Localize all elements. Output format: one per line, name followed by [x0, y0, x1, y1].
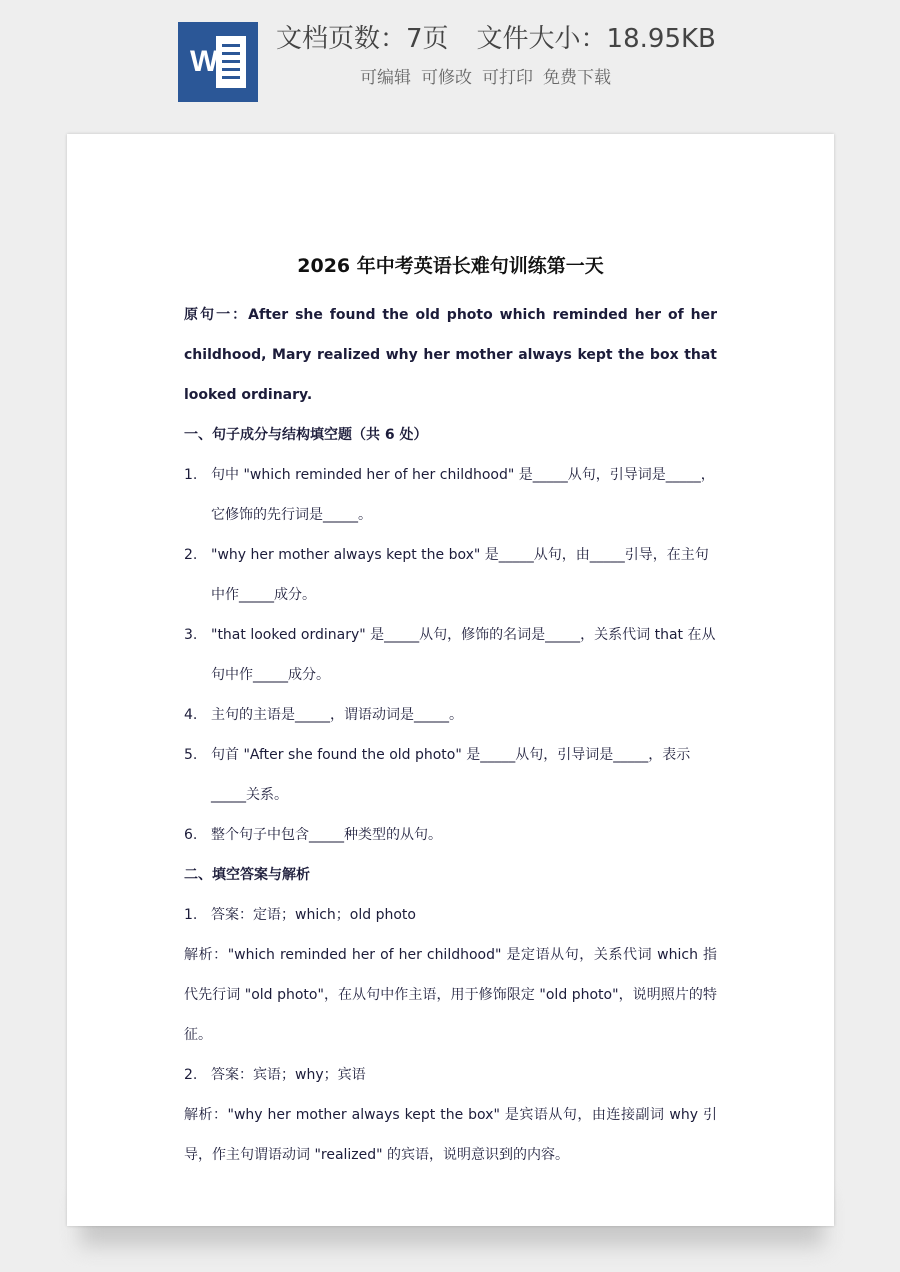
document-page [67, 134, 834, 1226]
question-number: 2. [184, 547, 198, 563]
word-document-icon [178, 22, 258, 102]
feature-printable: 可打印 [482, 68, 533, 88]
answer-item [184, 1055, 717, 1095]
question-text: 整个句子中包含_____种类型的从句。 [211, 827, 442, 843]
document-meta-title [276, 20, 716, 58]
answer-analysis: 解析："why her mother always kept the box" 是宾语从句，由连接副词 why 引导，作主句谓语动词 "realized" 的宾语，说明意识到的内容。 [184, 1107, 717, 1163]
document-info-header [0, 0, 900, 120]
question-text: 句首 "After she found the old photo" 是_____从句，引导词是_____，表示_____关系。 [211, 747, 691, 803]
question-text: 主句的主语是_____，谓语动词是_____。 [211, 707, 463, 723]
question-text: "why her mother always kept the box" 是_____从句，由_____引导，在主句中作_____成分。 [211, 547, 709, 603]
question-number: 5. [184, 747, 198, 763]
answer-number: 1. [184, 907, 198, 923]
feature-free-download: 免费下载 [543, 68, 611, 88]
feature-modifiable: 可修改 [421, 68, 472, 88]
original-sentence: 原句一：After she found the old photo which reminded her of her childhood, Mary realized why her mother always kept the box that looked ordinary. [184, 307, 717, 403]
answer-item [184, 895, 717, 935]
section-fill-blank-title: 一、句子成分与结构填空题（共 6 处） [184, 427, 428, 443]
question-item [184, 815, 717, 855]
answer-text: 答案：宾语；why；宾语 [211, 1067, 366, 1083]
word-icon-letter: W [190, 45, 219, 78]
question-text: 句中 "which reminded her of her childhood" 是_____从句，引导词是_____，它修饰的先行词是_____。 [211, 467, 715, 523]
section-answers-title: 二、填空答案与解析 [184, 867, 310, 883]
question-item [184, 695, 717, 735]
question-number: 1. [184, 467, 198, 483]
question-item [184, 735, 717, 815]
question-item [184, 535, 717, 615]
question-item [184, 615, 717, 695]
feature-list [360, 64, 621, 92]
question-item [184, 455, 717, 535]
question-text: "that looked ordinary" 是_____从句，修饰的名词是_____，关系代词 that 在从句中作_____成分。 [211, 627, 716, 683]
page-content [184, 246, 717, 1175]
question-number: 6. [184, 827, 198, 843]
answer-analysis: 解析："which reminded her of her childhood" 是定语从句，关系代词 which 指代先行词 "old photo"，在从句中作主语，用于修饰限定 "old photo"，说明照片的特征。 [184, 947, 717, 1043]
question-number: 3. [184, 627, 198, 643]
answer-text: 答案：定语；which；old photo [211, 907, 416, 923]
file-size: 文件大小：18.95KB [476, 24, 716, 54]
question-number: 4. [184, 707, 198, 723]
page-count: 文档页数：7页 [276, 24, 449, 54]
feature-editable: 可编辑 [360, 68, 411, 88]
answer-number: 2. [184, 1067, 198, 1083]
document-title: 2026 年中考英语长难句训练第一天 [297, 255, 604, 277]
